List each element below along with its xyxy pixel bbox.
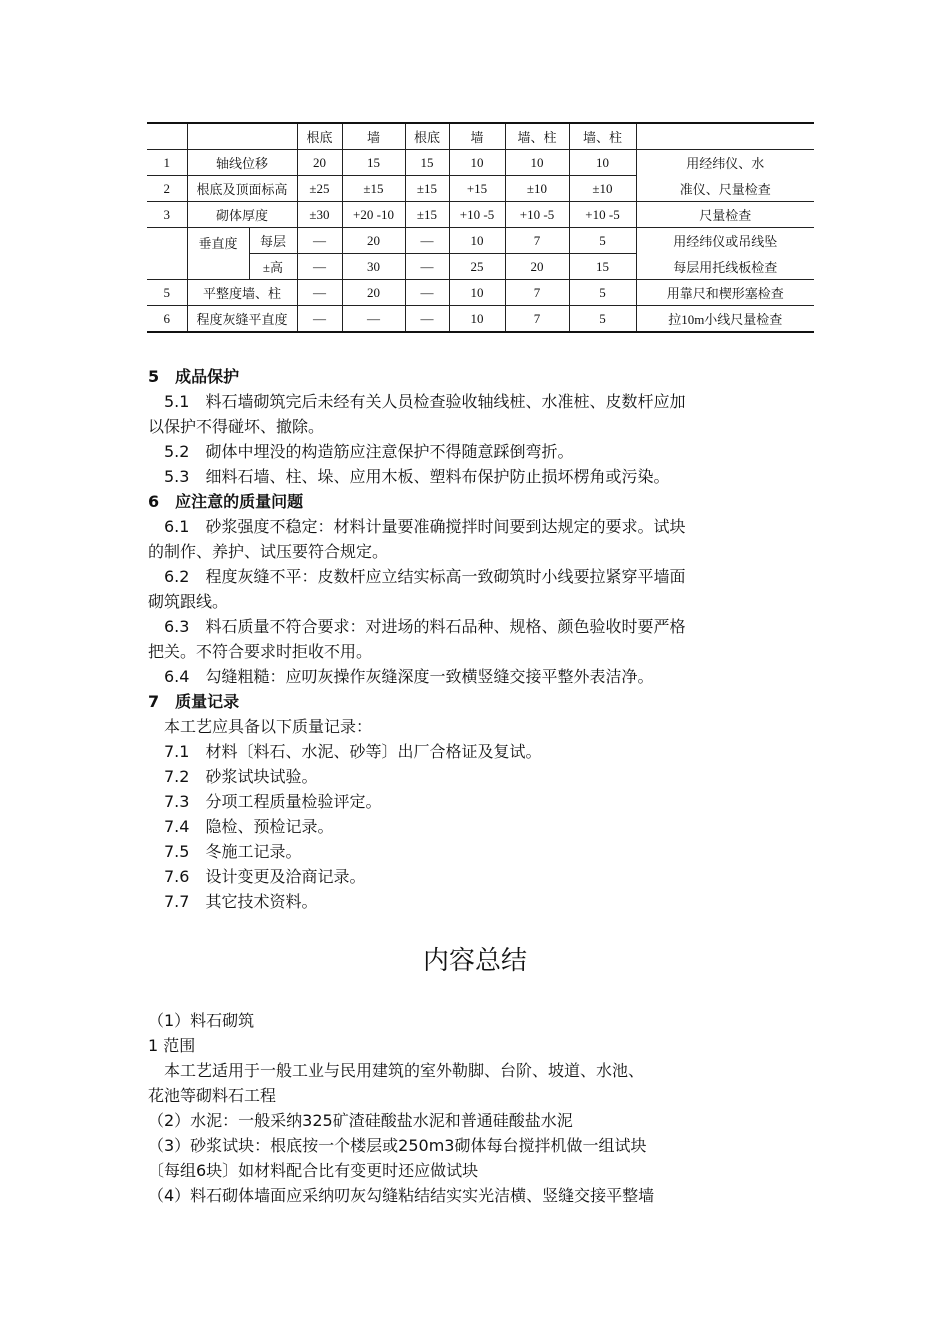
paragraph-line: 5.1 料石墙砌筑完后未经有关人员检查验收轴线桩、水准桩、皮数杆应加: [148, 392, 686, 411]
paragraph-line: 7.1 材料〔料石、水泥、砂等〕出厂合格证及复试。: [148, 742, 542, 761]
summary-line: 本工艺适用于一般工业与民用建筑的室外勒脚、台阶、坡道、水池、: [148, 1061, 645, 1080]
row-method: 尺量检查: [636, 202, 814, 228]
table-cell: —: [405, 306, 449, 333]
row-method: 用经纬仪或吊线坠: [636, 228, 814, 254]
table-cell: —: [297, 228, 342, 254]
table-cell: —: [405, 254, 449, 280]
row-item: 砌体厚度: [187, 202, 297, 228]
row-method: 拉10m小线尺量检查: [636, 306, 814, 333]
row-number: 1: [147, 150, 187, 176]
row-method: 用经纬仪、水: [636, 150, 814, 176]
row-item: 轴线位移: [187, 150, 297, 176]
table-cell: 7: [505, 280, 569, 306]
table-cell: 5: [569, 228, 636, 254]
paragraph-line: 7.2 砂浆试块试验。: [148, 767, 318, 786]
table-cell: —: [342, 306, 405, 333]
table-cell: —: [405, 228, 449, 254]
table-cell: [147, 123, 187, 150]
paragraph-line: 6.1 砂浆强度不稳定：材料计量要准确搅拌时间要到达规定的要求。试块: [148, 517, 686, 536]
table-cell: 根底: [405, 123, 449, 150]
paragraph-line: 5.3 细料石墙、柱、垛、应用木板、塑料布保护防止损坏楞角或污染。: [148, 467, 670, 486]
paragraph-line: 7.5 冬施工记录。: [148, 842, 302, 861]
document-body: [148, 364, 808, 914]
table-cell: 10: [505, 150, 569, 176]
table-row: [147, 202, 814, 228]
table-cell: —: [297, 254, 342, 280]
row-number: 2: [147, 176, 187, 202]
table-cell: ±15: [405, 176, 449, 202]
table-cell: 20: [505, 254, 569, 280]
table-cell: 25: [449, 254, 505, 280]
table-cell: 墙、柱: [569, 123, 636, 150]
table-row: [147, 150, 814, 176]
paragraph-line: 6.4 勾缝粗糙：应叨灰操作灰缝深度一致横竖缝交接平整外表洁净。: [148, 667, 654, 686]
table-cell: +10 -5: [449, 202, 505, 228]
table-cell: 5: [569, 280, 636, 306]
table-cell: ±15: [405, 202, 449, 228]
table-cell: 根底: [297, 123, 342, 150]
table-cell: 10: [449, 280, 505, 306]
paragraph-line: 6.3 料石质量不符合要求：对进场的料石品种、规格、颜色验收时要严格: [148, 617, 686, 636]
paragraph-line: 7.6 设计变更及洽商记录。: [148, 867, 366, 886]
summary-line: （4）料石砌体墙面应采纳叨灰勾缝粘结结实实光洁横、竖缝交接平整墙: [148, 1186, 655, 1205]
paragraph-line: 6.2 程度灰缝不平：皮数杆应立结实标高一致砌筑时小线要拉紧穿平墙面: [148, 567, 686, 586]
paragraph-line: 本工艺应具备以下质量记录：: [148, 717, 373, 736]
table-row: [147, 228, 814, 254]
table-cell: ±10: [505, 176, 569, 202]
table-cell: 20: [342, 280, 405, 306]
paragraph-line: 7.4 隐检、预检记录。: [148, 817, 334, 836]
row-number: [147, 228, 187, 280]
table-cell: 15: [569, 254, 636, 280]
table-cell: 15: [405, 150, 449, 176]
row-number: 3: [147, 202, 187, 228]
table-cell: 15: [342, 150, 405, 176]
table-cell: 10: [569, 150, 636, 176]
row-item: 根底及顶面标高: [187, 176, 297, 202]
summary-line: （2）水泥：一般采纳325矿渣硅酸盐水泥和普通硅酸盐水泥: [148, 1111, 573, 1130]
row-number: 6: [147, 306, 187, 333]
row-item: 垂直度: [187, 228, 249, 280]
table-cell: 30: [342, 254, 405, 280]
table-cell: +10 -5: [505, 202, 569, 228]
table-cell: +10 -5: [569, 202, 636, 228]
table-cell: ±30: [297, 202, 342, 228]
paragraph-line: 以保护不得碰坏、撤除。: [148, 417, 325, 436]
section-heading: 6 应注意的质量问题: [148, 492, 304, 511]
paragraph-line: 把关。不符合要求时拒收不用。: [148, 642, 373, 661]
row-subitem: 每层: [249, 228, 297, 254]
paragraph-line: 7.7 其它技术资料。: [148, 892, 318, 911]
table-cell: 7: [505, 306, 569, 333]
summary-line: 〔每组6块〕如材料配合比有变更时还应做试块: [148, 1161, 479, 1180]
table-cell: —: [405, 280, 449, 306]
tolerance-table: [147, 122, 814, 333]
table-cell: +20 -10: [342, 202, 405, 228]
table-cell: 墙: [449, 123, 505, 150]
section-heading: 5 成品保护: [148, 367, 240, 386]
summary-line: 1 范围: [148, 1036, 196, 1055]
table-cell: 7: [505, 228, 569, 254]
table-header-row: [147, 123, 814, 150]
row-item: 平整度墙、柱: [187, 280, 297, 306]
table-cell: 20: [297, 150, 342, 176]
row-number: 5: [147, 280, 187, 306]
table-cell: 墙: [342, 123, 405, 150]
table-row: [147, 306, 814, 333]
table-cell: [636, 123, 814, 150]
table-row: [147, 176, 814, 202]
paragraph-line: 7.3 分项工程质量检验评定。: [148, 792, 382, 811]
table-cell: ±10: [569, 176, 636, 202]
row-method: 每层用托线板检查: [636, 254, 814, 280]
row-method: 用靠尺和楔形塞检查: [636, 280, 814, 306]
table-cell: 20: [342, 228, 405, 254]
row-method: 准仪、尺量检查: [636, 176, 814, 202]
summary-line: （3）砂浆试块：根底按一个楼层或250m3砌体每台搅拌机做一组试块: [148, 1136, 647, 1155]
summary-line: （1）料石砌筑: [148, 1011, 255, 1030]
summary-line: 花池等砌料石工程: [148, 1086, 277, 1105]
row-subitem: ±高: [249, 254, 297, 280]
table-cell: —: [297, 280, 342, 306]
paragraph-line: 的制作、养护、试压要符合规定。: [148, 542, 389, 561]
table-cell: ±25: [297, 176, 342, 202]
table-cell: +15: [449, 176, 505, 202]
summary-title: 内容总结: [422, 946, 527, 976]
table-cell: 墙、柱: [505, 123, 569, 150]
table-cell: [187, 123, 297, 150]
table-cell: 5: [569, 306, 636, 333]
paragraph-line: 砌筑跟线。: [148, 592, 229, 611]
table-cell: 10: [449, 150, 505, 176]
table-row: [147, 280, 814, 306]
summary-body: [148, 1008, 808, 1208]
table-cell: 10: [449, 306, 505, 333]
table-cell: —: [297, 306, 342, 333]
table-cell: ±15: [342, 176, 405, 202]
table-cell: 10: [449, 228, 505, 254]
section-heading: 7 质量记录: [148, 692, 240, 711]
paragraph-line: 5.2 砌体中埋没的构造筋应注意保护不得随意踩倒弯折。: [148, 442, 574, 461]
row-item: 程度灰缝平直度: [187, 306, 297, 333]
